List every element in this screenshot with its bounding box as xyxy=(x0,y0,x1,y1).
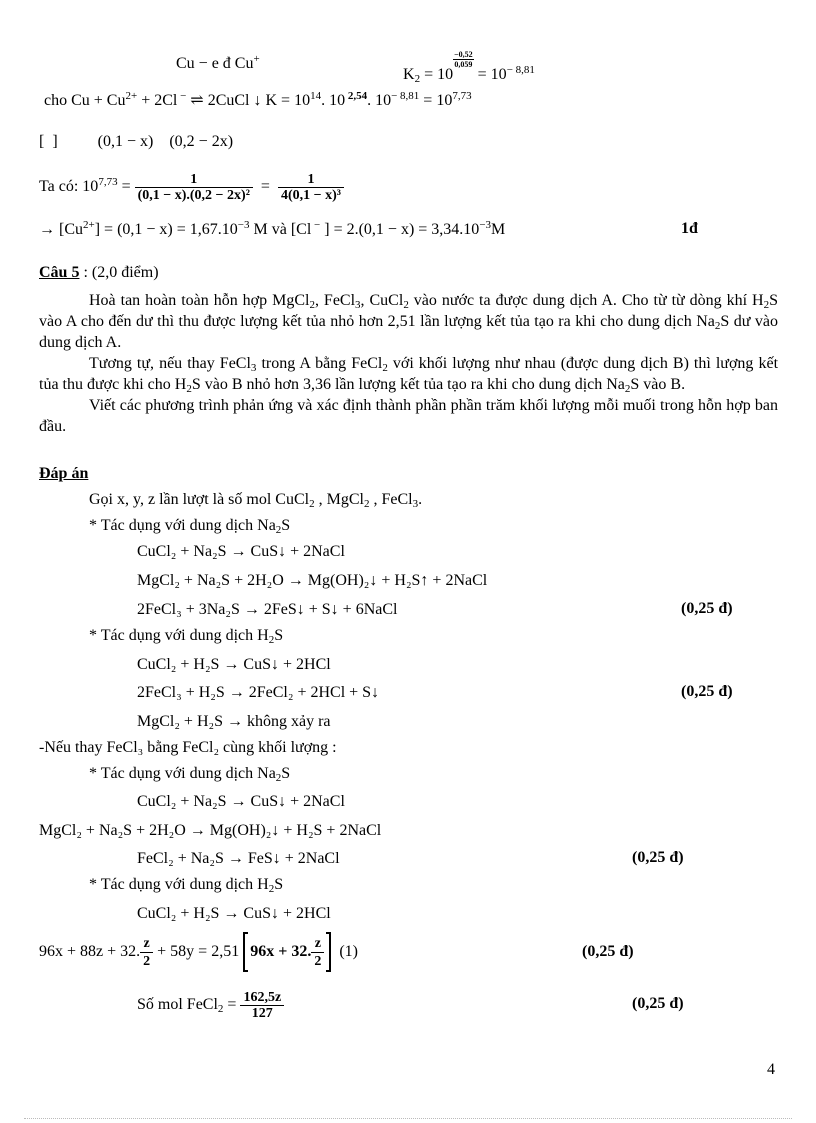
reaction-mgcl2-na2s-2: MgCl₂ + Na₂S + 2H₂O → Mg(OH)₂↓ + H₂S + 2NaCl xyxy=(39,822,382,839)
equation-1: 96x + 88z + 32. $\frac{z}{2}$ + 58y = 2,51 96x + 32. $\frac{z}{2}$ (1) xyxy=(39,931,358,973)
answer-intro: Gọi x, y, z lần lượt là số mol CuCl$_2$ , MgCl$_2$ , FeCl$_3$. xyxy=(89,491,423,510)
eq-equilibrium-row: [ ] (0,1 − x) (0,2 − 2x) xyxy=(39,133,234,150)
question-body xyxy=(39,290,778,437)
reaction-mgcl2-h2s: MgCl₂ + H₂S → không xảy ra xyxy=(137,713,331,730)
section-h2s-1: * Tác dụng với dung dịch $H_2S$ xyxy=(89,627,284,646)
eq-k2: $K_2 = 10$ $\frac{-0,52}{0,059}$ = $10^{- 8,81}$ xyxy=(403,50,535,85)
reaction-cucl2-h2s-2: CuCl₂ + H₂S → CuS↓ + 2HCl xyxy=(137,905,331,922)
question-paragraph-2: Tương tự, nếu thay FeCl$_3$ trong A bằng FeCl$_2$ với khối lượng như nhau (được dung dịch B) thì lượng kết tủa thu được khi cho $H_2S$ vào B nhỏ hơn 3,36 lần lượng kết tủa tạo ra khi cho dung dịch $Na_2S$ vào B. xyxy=(39,355,779,395)
question-heading: Câu 5 : (2,0 điểm) xyxy=(39,264,159,281)
bracket-expression: 96x + 32. $\frac{z}{2}$ xyxy=(243,932,331,972)
eq-cu-oxidation: Cu − e đ Cu+ xyxy=(176,53,260,72)
question-paragraph-1: Hoà tan hoàn toàn hỗn hợp MgCl$_2$, FeCl$_3$, CuCl$_2$ vào nước ta được dung dịch A. Cho từ từ dòng khí $H_2S$ vào A cho đến dư thì thu được lượng kết tủa nhỏ hơn 2,51 lần lượng kết tủa tạo ra khi cho dung dịch $Na_2S$ dư vào dung dịch A. xyxy=(39,292,779,351)
points-1d: 1đ xyxy=(681,220,698,237)
points-025: (0,25 đ) xyxy=(632,995,684,1012)
page-number: 4 xyxy=(767,1061,775,1078)
answer-heading: Đáp án xyxy=(39,465,89,482)
section-h2s-2: * Tác dụng với dung dịch $H_2S$ xyxy=(89,876,284,895)
eq-cucl-formation: cho $Cu + Cu^{2+} + 2Cl$ − ⇌ 2CuCl ↓ $K = 10^{14}$. 10 $^{2,54}$. $10^{- 8,81} = 10^{7,73}$ xyxy=(44,90,472,109)
eq-ta-co: Ta có: $10^{7,73}$ = $\frac{1}{\text{(0,1 − x).(0,2 − 2x)²}}$ = $\frac{1}{\text{4(0,1 − x)³}}$ xyxy=(39,172,344,203)
reaction-fecl3-h2s: 2FeCl₃ + H₂S → 2FeCl₂ + 2HCl + S↓ xyxy=(137,684,380,701)
mol-fecl2: Số mol FeCl$_2$ = $\frac{162,5z}{127}$ xyxy=(137,987,284,1023)
reaction-cucl2-h2s: CuCl₂ + H₂S → CuS↓ + 2HCl xyxy=(137,656,331,673)
footer-divider xyxy=(24,1118,792,1119)
reaction-cucl2-na2s-2: CuCl₂ + Na₂S → CuS↓ + 2NaCl xyxy=(137,793,345,810)
points-025: (0,25 đ) xyxy=(632,849,684,866)
reaction-fecl3-na2s: 2FeCl₃ + 3Na₂S → 2FeS↓ + S↓ + 6NaCl xyxy=(137,601,398,618)
question-paragraph-3: Viết các phương trình phản ứng và xác định thành phần phần trăm khối lượng mỗi muối trong hỗn hợp ban đầu. xyxy=(39,397,778,435)
replace-note: -Nếu thay FeCl₃ bằng FeCl₂ cùng khối lượng : xyxy=(39,739,337,756)
points-025: (0,25 đ) xyxy=(681,600,733,617)
points-025: (0,25 đ) xyxy=(681,683,733,700)
section-na2s-2: * Tác dụng với dung dịch $Na_2S$ xyxy=(89,765,291,784)
eq-concentrations: → $[Cu^{2+}] = (0,1 - x) = 1,67.10^{-3}$ M và [Cl − ] = $2.(0,1 - x) = 3,34.10^{-3}M$ xyxy=(39,219,506,238)
reaction-cucl2-na2s: CuCl₂ + Na₂S → CuS↓ + 2NaCl xyxy=(137,543,345,560)
reaction-fecl2-na2s: FeCl₂ + Na₂S → FeS↓ + 2NaCl xyxy=(137,850,340,867)
section-na2s-1: * Tác dụng với dung dịch $Na_2S$ xyxy=(89,517,291,536)
points-025: (0,25 đ) xyxy=(582,943,634,960)
reaction-mgcl2-na2s: MgCl₂ + Na₂S + 2H₂O → Mg(OH)₂↓ + H₂S↑ + 2NaCl xyxy=(137,572,488,589)
